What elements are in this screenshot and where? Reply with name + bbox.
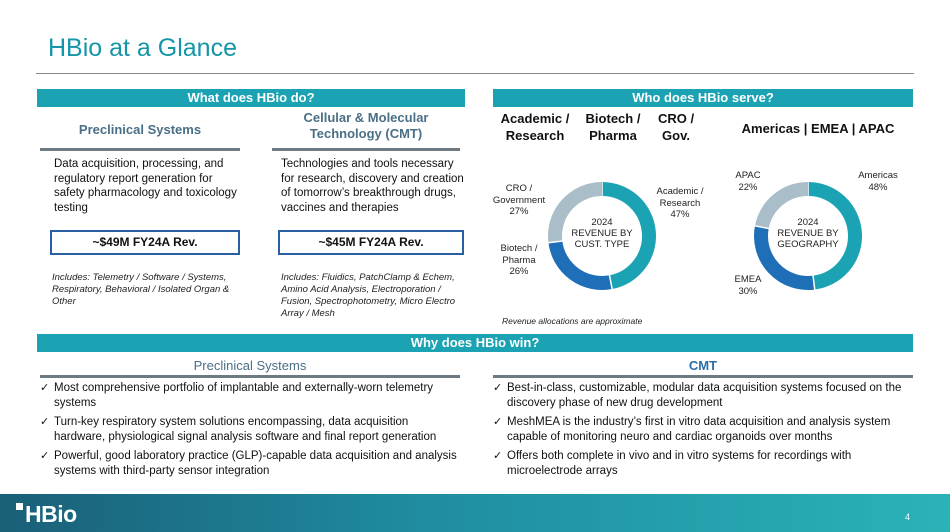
list-item — [40, 381, 460, 410]
revenue-allocation-note: Revenue allocations are approximate — [502, 316, 643, 326]
page-title: HBio at a Glance — [48, 34, 237, 62]
label-academic-value: 47% — [670, 209, 690, 220]
bullet-text: Most comprehensive portfolio of implantable and externally-worn telemetry systems — [54, 382, 434, 409]
why-preclinical-heading: Preclinical Systems — [193, 358, 307, 373]
label-apac — [728, 170, 768, 193]
geo-donut-center-label — [763, 217, 853, 250]
cmt-description: Technologies and tools necessary for research, discovery and creation of tomorrow’s breakthrough drugs, vaccines and therapies — [281, 158, 464, 214]
label-americas — [851, 170, 905, 193]
list-item — [493, 415, 913, 444]
checkmark-icon: ✓ — [493, 382, 503, 394]
bullet-text: Best-in-class, customizable, modular data acquisition systems focused on the discovery phase of new drug development — [507, 382, 902, 409]
cust-center-line3: CUST. TYPE — [574, 239, 630, 250]
geo-center-line1: 2024 — [797, 217, 819, 228]
page-number: 4 — [904, 512, 910, 522]
title-divider — [36, 73, 914, 74]
label-academic-line1: Academic / — [656, 186, 704, 197]
preclinical-heading-rule — [40, 148, 240, 151]
preclinical-heading: Preclinical Systems — [78, 122, 202, 137]
preclinical-revenue-box: ~$49M FY24A Rev. — [50, 230, 240, 255]
checkmark-icon: ✓ — [40, 382, 50, 394]
preclinical-includes: Includes: Telemetry / Software / Systems, Respiratory, Behavioral / Isolated Organ & Other — [52, 272, 230, 307]
label-americas-name: Americas — [858, 170, 898, 181]
cust-donut-center-label — [557, 217, 647, 250]
label-emea-value: 30% — [738, 285, 758, 297]
label-emea — [726, 274, 770, 297]
label-academic-line2: Research — [659, 197, 701, 209]
label-cro-value: 27% — [509, 206, 529, 217]
label-americas-value: 48% — [868, 181, 888, 193]
list-item — [493, 449, 913, 478]
list-item — [493, 381, 913, 410]
checkmark-icon: ✓ — [40, 416, 50, 428]
geo-center-line2: REVENUE BY — [777, 228, 839, 239]
why-preclinical-bullets — [40, 381, 460, 483]
col-cro: CRO / Gov. — [657, 111, 695, 143]
bullet-text: Offers both complete in vivo and in vitro systems for recordings with microelectrode arrays — [507, 450, 852, 477]
col-biotech: Biotech / Pharma — [585, 111, 641, 143]
preclinical-description: Data acquisition, processing, and regulatory report generation for safety pharmacology and toxicology testing — [54, 158, 237, 214]
logo-text: HBio — [25, 501, 77, 527]
cmt-revenue-box: ~$45M FY24A Rev. — [278, 230, 464, 255]
who-section-bar: Who does HBio serve? — [493, 89, 913, 107]
label-apac-value: 22% — [738, 181, 758, 193]
why-cmt-rule — [493, 375, 913, 378]
checkmark-icon: ✓ — [40, 450, 50, 462]
why-cmt-heading: CMT — [688, 358, 718, 373]
what-section-bar: What does HBio do? — [37, 89, 465, 107]
cust-center-line2: REVENUE BY — [571, 228, 633, 239]
bullet-text: Powerful, good laboratory practice (GLP)-capable data acquisition and analysis systems with third-party sensor integration — [54, 450, 457, 477]
hbio-logo — [16, 501, 77, 528]
cmt-heading: Cellular & Molecular Technology (CMT) — [303, 110, 429, 141]
list-item — [40, 415, 460, 444]
footer-band — [0, 494, 950, 532]
why-cmt-bullets — [493, 381, 913, 483]
list-item — [40, 449, 460, 478]
logo-mark-icon — [16, 503, 23, 510]
label-cro-government — [488, 183, 550, 218]
geo-center-line3: GEOGRAPHY — [777, 239, 839, 250]
label-apac-name: APAC — [735, 170, 761, 181]
checkmark-icon: ✓ — [493, 416, 503, 428]
bullet-text: MeshMEA is the industry’s first in vitro data acquisition and analysis system capable of monitoring neuro and cardiac organoids over months — [507, 416, 891, 443]
label-cro-line1: CRO / — [505, 183, 533, 194]
label-academic-research — [650, 186, 710, 221]
cmt-heading-rule — [272, 148, 460, 151]
label-biotech-line2: Pharma — [502, 254, 536, 266]
why-section-bar: Why does HBio win? — [37, 334, 913, 352]
label-biotech-pharma — [494, 243, 544, 278]
label-biotech-value: 26% — [509, 266, 529, 277]
col-academic: Academic / Research — [500, 111, 570, 143]
label-biotech-line1: Biotech / — [500, 243, 538, 254]
geo-heading: Americas | EMEA | APAC — [741, 121, 895, 136]
label-emea-name: EMEA — [734, 274, 762, 285]
bullet-text: Turn-key respiratory system solutions encompassing, data acquisition hardware, physiological signal analysis software and final report generation — [54, 416, 437, 443]
why-preclinical-rule — [40, 375, 460, 378]
label-cro-line2: Government — [492, 194, 546, 206]
cmt-includes: Includes: Fluidics, PatchClamp & Echem, Amino Acid Analysis, Electroporation / Fusion, Spectrophotometry, Micro Electro Array / Mesh — [281, 272, 456, 319]
cust-center-line1: 2024 — [591, 217, 613, 228]
checkmark-icon: ✓ — [493, 450, 503, 462]
